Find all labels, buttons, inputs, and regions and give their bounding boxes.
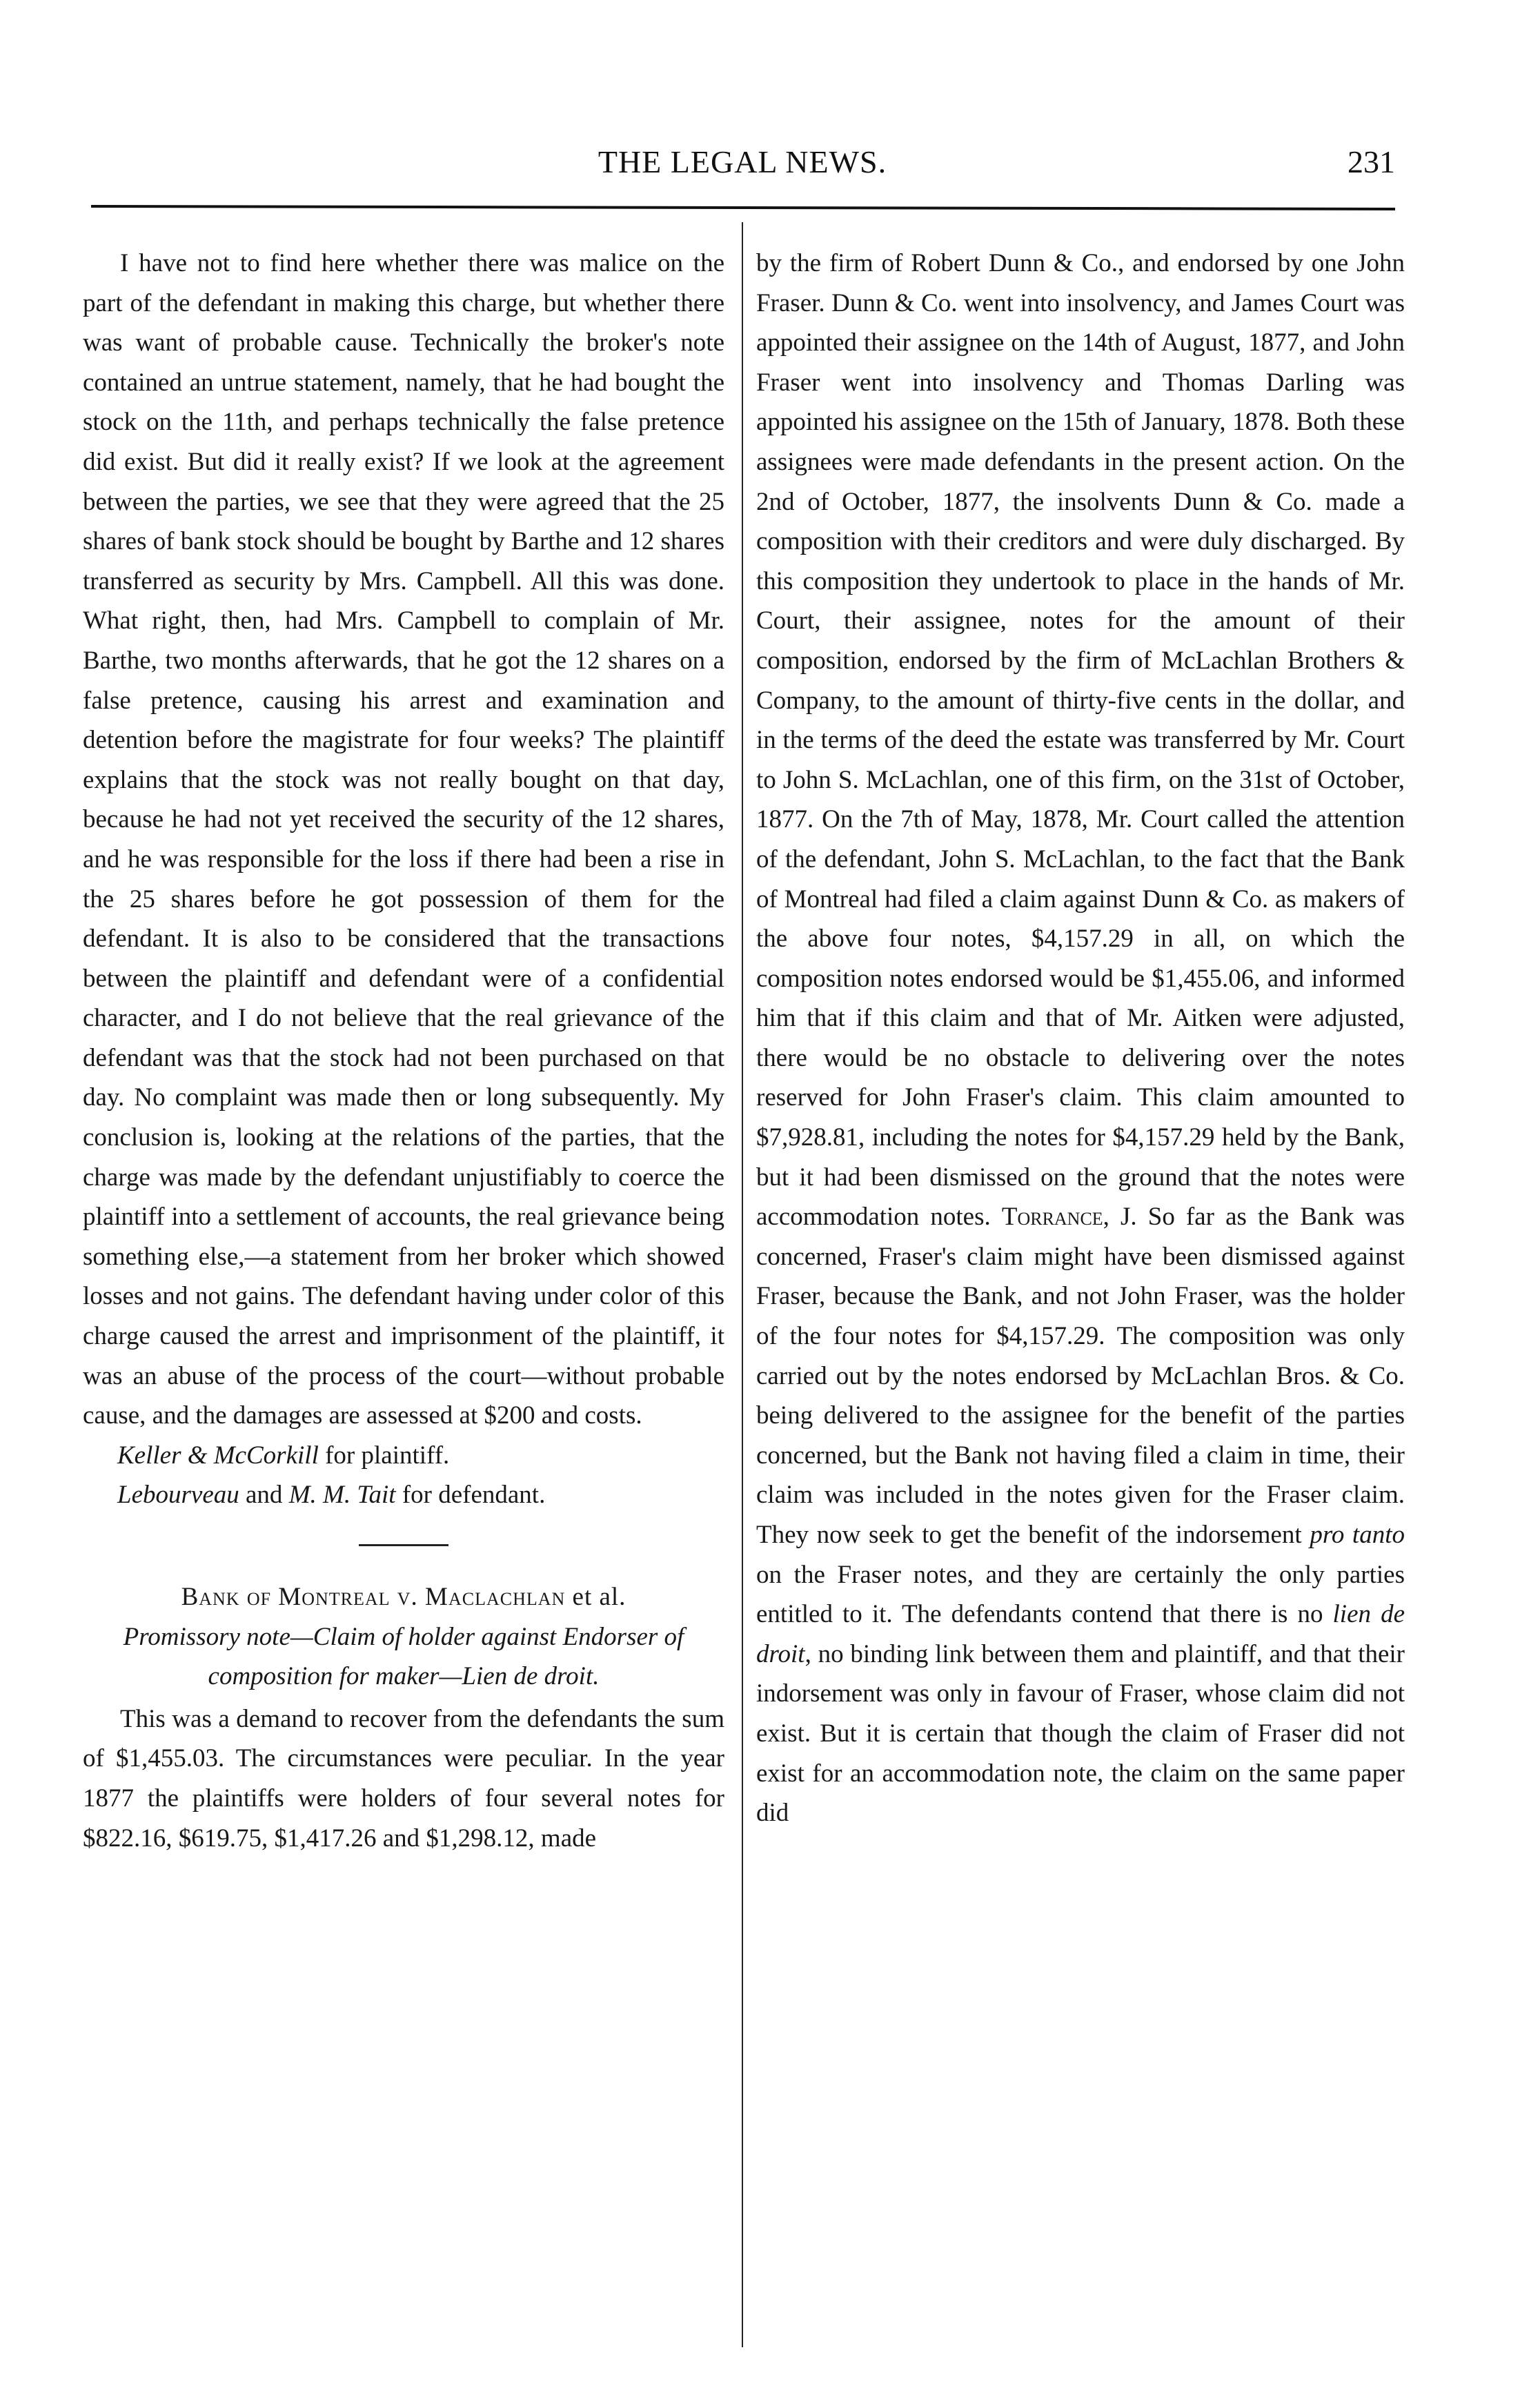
term-pro-tanto: pro tanto <box>1310 1521 1405 1549</box>
section-separator <box>359 1544 448 1546</box>
counsel-plaintiff <box>83 1436 724 1476</box>
counsel-plaintiff-name: Keller & McCorkill <box>117 1441 319 1470</box>
case-paragraph: This was a demand to recover from the defendants the sum of $1,455.03. The circumstances were peculiar. In the year 1877 the plaintiffs were holders of four several notes for $822.16, $619.75, $1,417.26 and $1,298.12, made <box>83 1704 724 1853</box>
judge-name: Torrance, J. <box>1001 1203 1137 1232</box>
journal-title: THE LEGAL NEWS. <box>598 144 887 179</box>
text-segment-b: So far as the Bank was concerned, Fraser's claim might have been dismissed against Fraser, because the Bank, and not John Fraser, was the holder of the four notes for $4,157.29. The composition was only carried out by the notes endorsed by McLachlan Bros. & Co. being delivered to the assignee for the benefit of the parties concerned, but the Bank not having filed a claim in time, their claim was included in the notes given for the Fraser claim. They now seek to get the benefit of the indorsement <box>756 1203 1405 1549</box>
counsel-plaintiff-role: for plaintiff. <box>318 1441 450 1470</box>
running-header <box>90 144 1395 192</box>
counsel-defendant-name-b: M. M. Tait <box>288 1481 396 1510</box>
page-number: 231 <box>1348 144 1395 179</box>
text-segment-c: on the Fraser notes, and they are certainly the only parties entitled to it. The defendants contend that there is no <box>756 1560 1405 1629</box>
counsel-defendant-name-a: Lebourveau <box>117 1481 239 1510</box>
case-parties: Bank of Montreal v. Maclachlan <box>181 1583 566 1611</box>
text-segment-a: by the firm of Robert Dunn & Co., and endorsed by one John Fraser. Dunn & Co. went into insolvency, and James Court was appointed their assignee on the 14th of August, 1877, and John Fraser went into insolvency and Thomas Darling was appointed his assignee on the 15th of January, 1878. Both these assignees were made defendants in the present action. On the 2nd of October, 1877, the insolvents Dunn & Co. made a composition with their creditors and were duly discharged. By this composition they undertook to place in the hands of Mr. Court, their assignee, notes for the amount of their composition, endorsed by the firm of McLachlan Brothers & Company, to the amount of thirty-five cents in the dollar, and in the terms of the deed the estate was transferred by Mr. Court to John S. McLachlan, one of this firm, on the 31st of October, 1877. On the 7th of May, 1878, Mr. Court called the attention of the defendant, John S. McLachlan, to the fact that the Bank of Montreal had filed a claim against Dunn & Co. as makers of the above four notes, $4,157.29 in all, on which the composition notes endorsed would be $1,455.06, and informed him that if this claim and that of Mr. Aitken were adjusted, there would be no obstacle to delivering over the notes reserved for John Fraser's claim. This claim amounted to $7,928.81, including the notes for $4,157.29 held by the Bank, but it had been dismissed on the ground that the notes were accommodation notes. <box>756 249 1405 1232</box>
counsel-defendant <box>83 1475 724 1515</box>
case-subheading: Promissory note—Claim of holder against Endorser of composition for maker—Lien de droit. <box>123 1622 684 1691</box>
case-heading <box>83 1577 724 1617</box>
judgment-paragraph: I have not to find here whether there was malice on the part of the defendant in making this charge, but whether there was want of probable cause. Technically the broker's note contained an untrue statement, namely, that he had bought the stock on the 11th, and perhaps technically the false pretence did exist. But did it really exist? If we look at the agreement between the parties, we see that they were agreed that the 25 shares of bank stock should be bought by Barthe and 12 shares transferred as security by Mrs. Campbell. All this was done. What right, then, had Mrs. Campbell to complain of Mr. Barthe, two months afterwards, that he got the 12 shares on a false pretence, causing his arrest and examination and detention before the magistrate for four weeks? The plaintiff explains that the stock was not really bought on that day, because he had not yet received the security of the 12 shares, and he was responsible for the loss if there had been a rise in the 25 shares before he got possession of them for the defendant. It is also to be considered that the transactions between the plaintiff and defendant were of a confidential character, and I do not believe that the real grievance of the defendant was that the stock had not been purchased on that day. No complaint was made then or long subsequently. My conclusion is, looking at the relations of the parties, that the charge was made by the defendant unjustifiably to coerce the plaintiff into a settlement of accounts, the real grievance being something else,—a statement from her broker which showed losses and not gains. The defendant having under color of this charge caused the arrest and imprisonment of the plaintiff, it was an abuse of the process of the court—without probable cause, and the damages are assessed at $200 and costs. <box>83 249 724 1430</box>
left-column <box>83 244 724 1858</box>
case-suffix: et al. <box>565 1583 626 1611</box>
counsel-defendant-and: and <box>239 1481 289 1510</box>
text-segment-d: , no binding link between them and plaintiff, and that their indorsement was only in favour of Fraser, whose claim did not exist. But it is certain that though the claim of Fraser did not exist for an accommodation note, the claim on the same paper did <box>756 1639 1405 1828</box>
counsel-defendant-role: for defendant. <box>395 1481 546 1510</box>
header-rule <box>91 205 1395 210</box>
right-column <box>756 244 1405 1833</box>
column-divider <box>742 222 743 2347</box>
case-continuation <box>756 244 1405 1833</box>
term-lien-de-droit: lien de droit <box>756 1600 1405 1668</box>
